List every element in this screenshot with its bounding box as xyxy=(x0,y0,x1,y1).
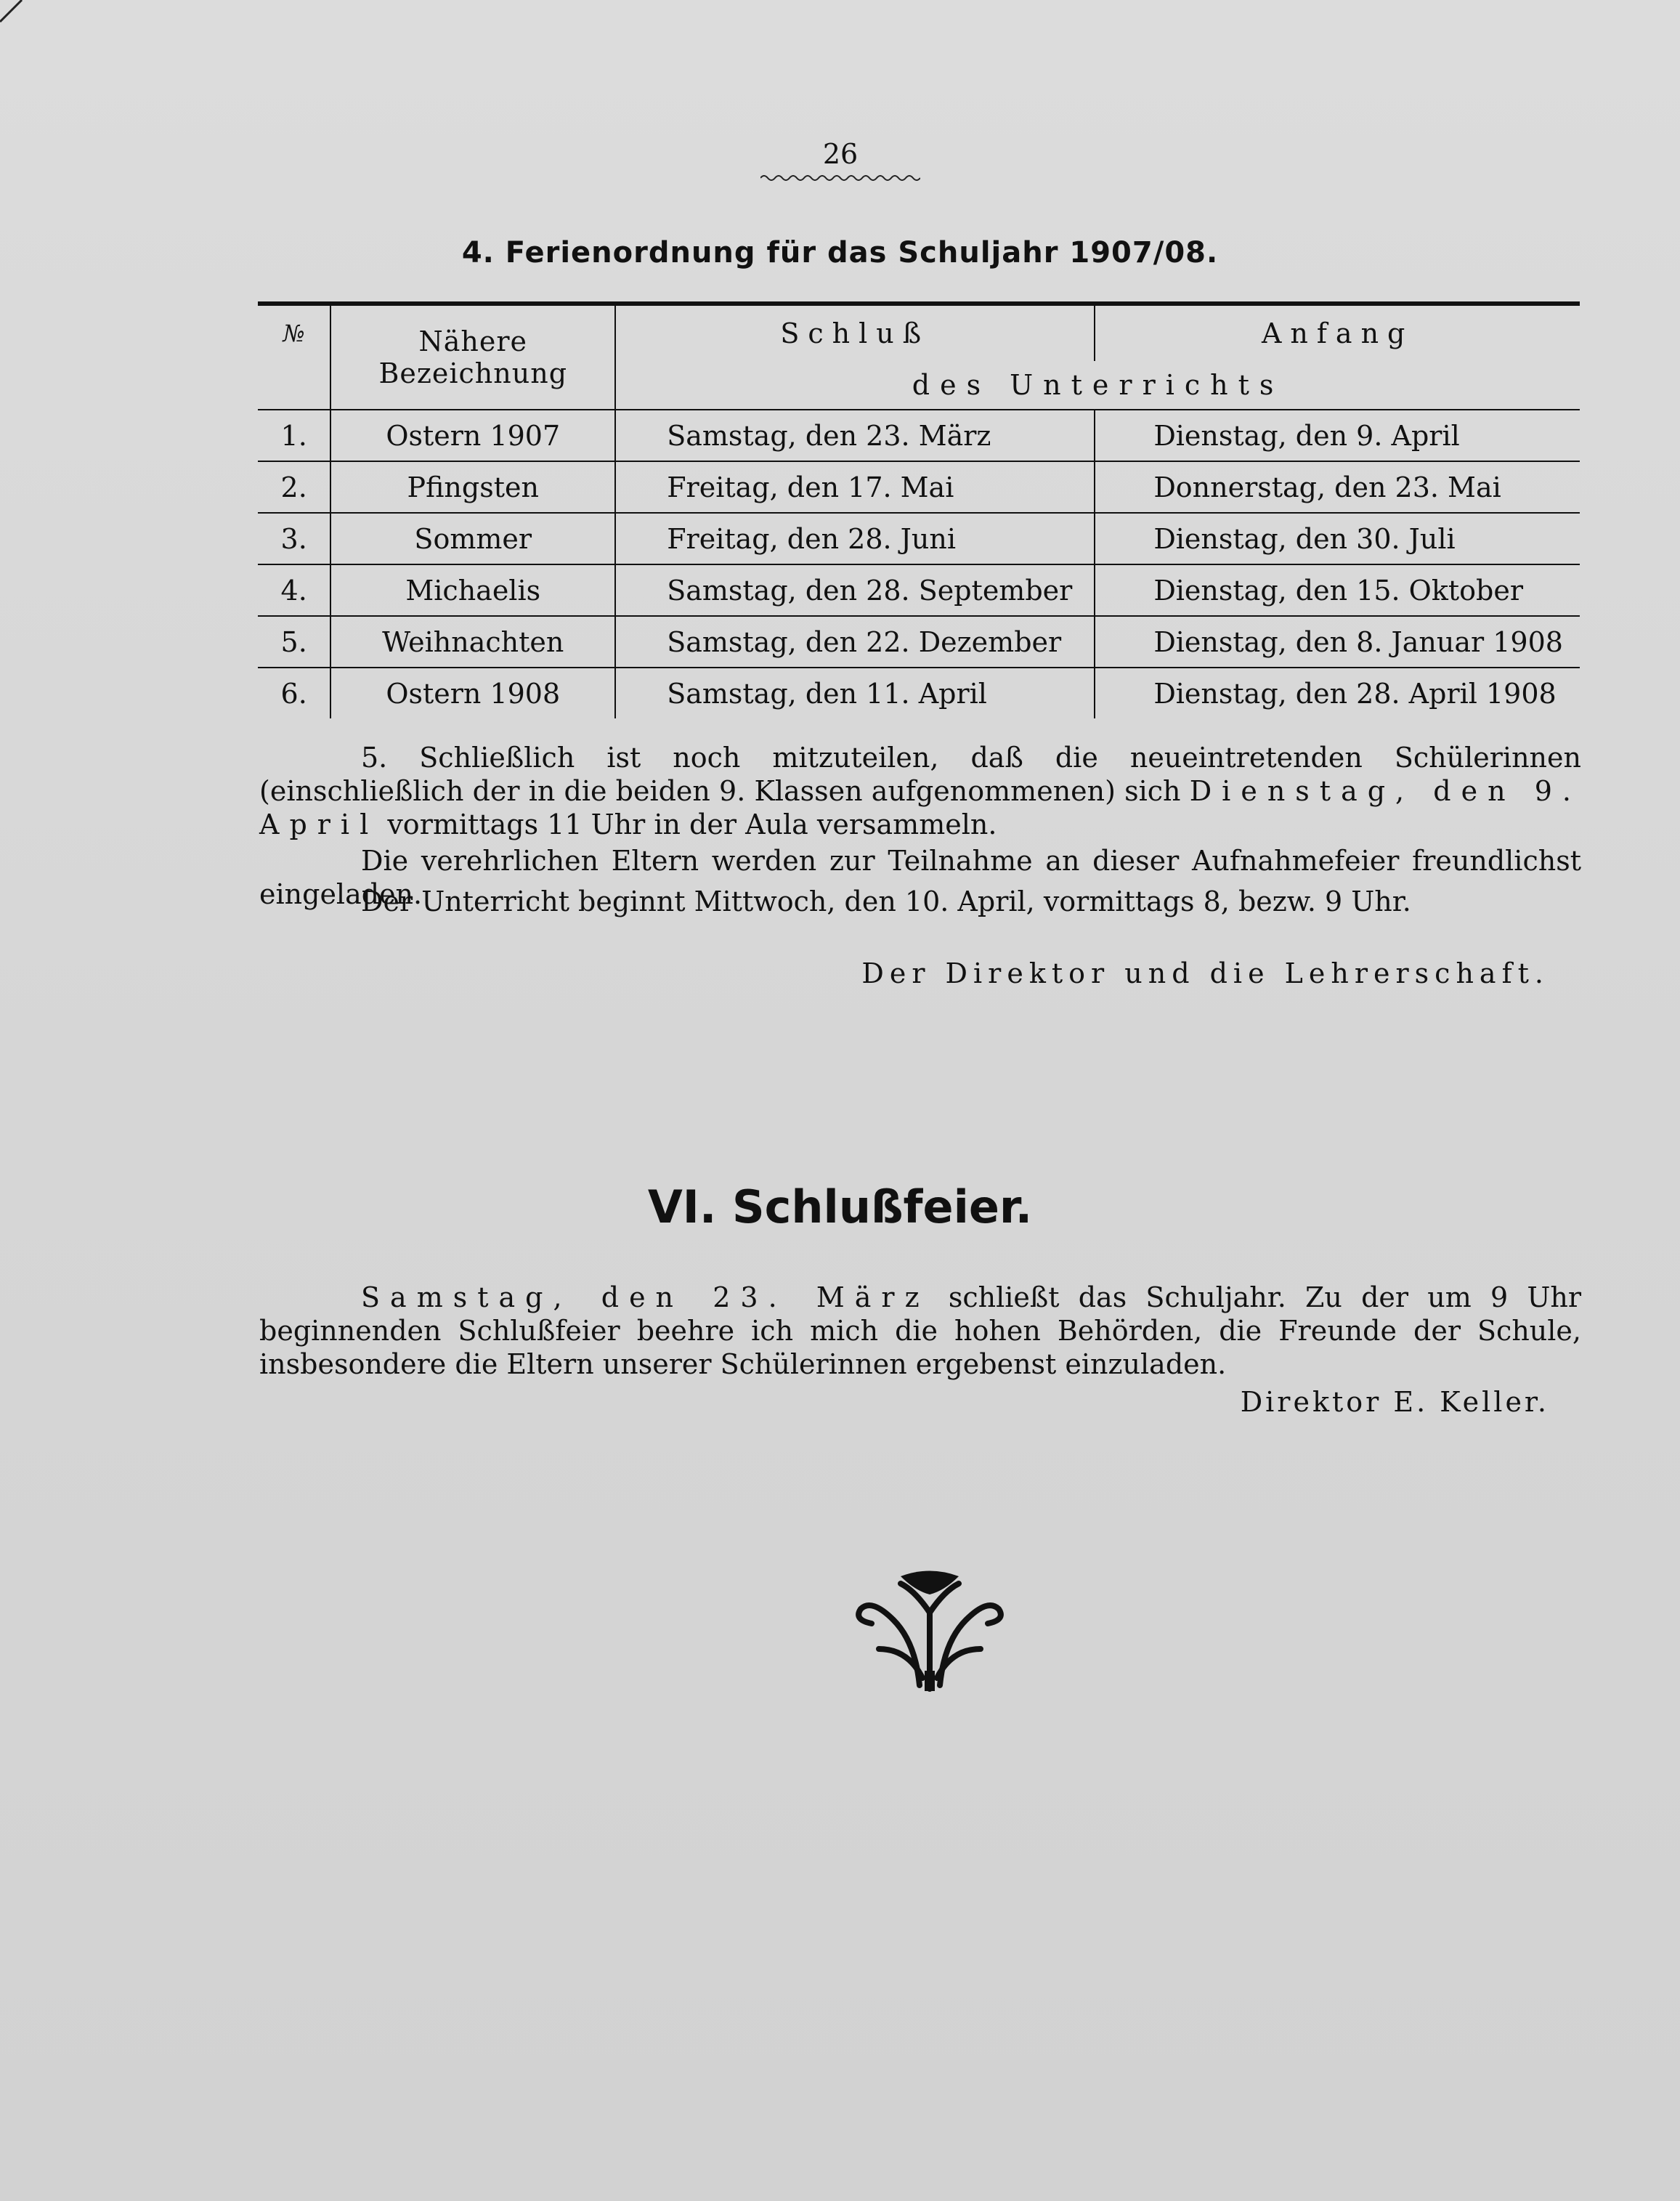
row-start: Dienstag, den 15. Oktober xyxy=(1095,564,1580,616)
corner-mark xyxy=(0,0,44,44)
table-row xyxy=(258,564,1580,616)
closing-paragraph xyxy=(259,1281,1581,1381)
row-start: Dienstag, den 28. April 1908 xyxy=(1095,668,1580,718)
header-close: Schluß xyxy=(615,306,1095,361)
row-start: Dienstag, den 9. April xyxy=(1095,410,1580,461)
header-number-blank xyxy=(258,361,330,410)
page-number: 26 xyxy=(822,138,859,170)
invitation-text: Die verehrlichen Eltern werden zur Teilnahme an dieser Aufnahmefeier freundlichst eingeladen. xyxy=(259,845,1581,910)
floral-ornament-icon xyxy=(850,1569,1010,1693)
paragraph-5-text-end: vormittags 11 Uhr in der Aula versammeln. xyxy=(387,808,997,840)
row-number: 5. xyxy=(258,616,330,668)
header-start: Anfang xyxy=(1261,317,1414,349)
row-number: 6. xyxy=(258,668,330,718)
row-number: 1. xyxy=(258,410,330,461)
chapter-title: VI. Schlußfeier. xyxy=(647,1180,1033,1233)
page-number-ornament xyxy=(760,172,920,184)
row-name: Pfingsten xyxy=(330,461,615,513)
row-close: Samstag, den 22. Dezember xyxy=(615,616,1095,668)
paragraph-5-date: Dienstag, den 9. April xyxy=(259,775,1581,840)
row-start: Dienstag, den 8. Januar 1908 xyxy=(1095,616,1580,668)
paragraph-5-text: 5. Schließlich ist noch mitzuteilen, daß die neueintretenden Schülerinnen (einschließlich der in die beiden 9. Klassen aufgenommenen) sich xyxy=(259,742,1581,807)
signature-director: Direktor E. Keller. xyxy=(1240,1386,1549,1418)
row-start: Dienstag, den 30. Juli xyxy=(1095,513,1580,564)
table-row xyxy=(258,616,1580,668)
row-name: Sommer xyxy=(330,513,615,564)
holiday-table xyxy=(258,301,1580,718)
lessons-start-paragraph xyxy=(259,885,1581,918)
closing-date: Samstag, den 23. März xyxy=(361,1281,930,1313)
header-number: № xyxy=(258,306,330,361)
row-number: 2. xyxy=(258,461,330,513)
header-name: Nähere Bezeichnung xyxy=(330,306,615,410)
row-name: Weihnachten xyxy=(330,616,615,668)
row-close: Samstag, den 23. März xyxy=(615,410,1095,461)
row-name: Ostern 1907 xyxy=(330,410,615,461)
row-close: Samstag, den 28. September xyxy=(615,564,1095,616)
row-number: 4. xyxy=(258,564,330,616)
row-close: Freitag, den 17. Mai xyxy=(615,461,1095,513)
table-row xyxy=(258,513,1580,564)
table-row xyxy=(258,668,1580,718)
table-row xyxy=(258,410,1580,461)
table-row xyxy=(258,461,1580,513)
paragraph-5 xyxy=(259,741,1581,841)
row-close: Samstag, den 11. April xyxy=(615,668,1095,718)
row-name: Michaelis xyxy=(330,564,615,616)
header-subtitle: des Unterrichts xyxy=(912,369,1284,401)
row-name: Ostern 1908 xyxy=(330,668,615,718)
closing-text: schließt das Schuljahr. Zu der um 9 Uhr beginnenden Schlußfeier beehre ich mich die hohen Behörden, die Freunde der Schule, insbesondere die Eltern unserer Schülerinnen ergebenst einzuladen. xyxy=(259,1281,1581,1380)
signature-staff: Der Direktor und die Lehrerschaft. xyxy=(861,957,1549,989)
section-heading: 4. Ferienordnung für das Schuljahr 1907/08. xyxy=(461,236,1219,269)
lessons-start-text: Der Unterricht beginnt Mittwoch, den 10. April, vormittags 8, bezw. 9 Uhr. xyxy=(361,885,1411,917)
row-close: Freitag, den 28. Juni xyxy=(615,513,1095,564)
row-number: 3. xyxy=(258,513,330,564)
row-start: Donnerstag, den 23. Mai xyxy=(1095,461,1580,513)
